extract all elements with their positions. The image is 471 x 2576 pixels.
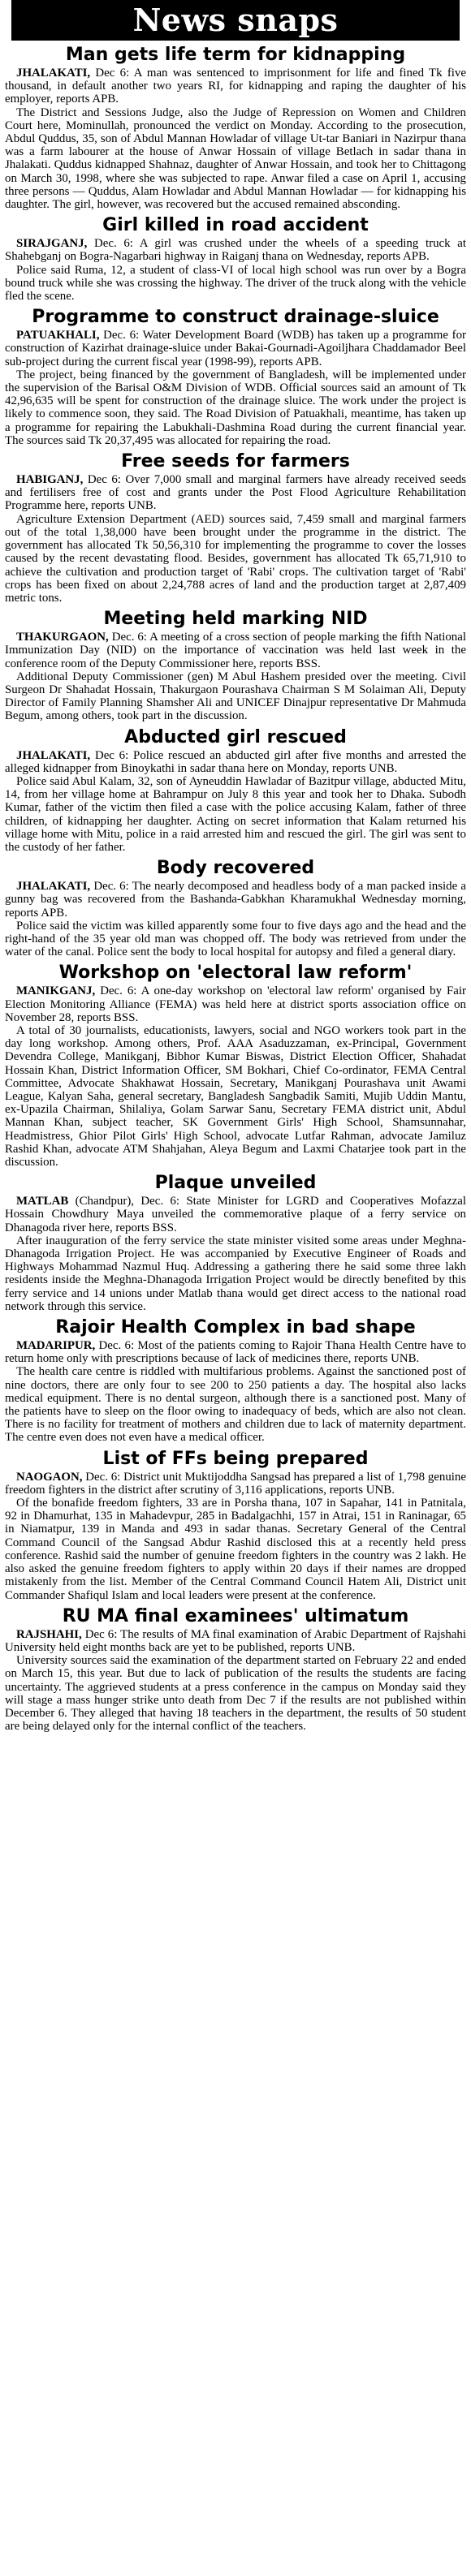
story-body-text: Dec 6: A man was sentenced to imprisonment for life and fined Tk five thousand, in default another two years RI, for kidnapping and raping the daughter of his employer, reports APB. (5, 67, 466, 106)
story-dateline: SIRAJGANJ, (16, 237, 88, 251)
story-paragraph (5, 1024, 466, 1169)
story-dateline: RAJSHAHI, (16, 1627, 82, 1641)
story-body-text: Additional Deputy Commissioner (gen) M Abul Hashem presided over the meeting. Civil Surgeon Dr Shahadat Hossain, Thakurgaon Pourashava Chairman S M Solaiman Ali, Deputy Director of Family Planning Shamsher Ali and UNICEF Dinajpur representative Dr Mahmuda Begum, among others, took part in the discussion. (5, 670, 466, 723)
story-headline: RU MA final examinees' ultimatum (62, 1605, 409, 1626)
story-paragraph (5, 749, 466, 775)
story-paragraph (5, 1365, 466, 1444)
story-paragraph (5, 984, 466, 1024)
news-story (5, 451, 466, 605)
story-headline: Rajoir Health Complex in bad shape (55, 1317, 416, 1338)
story-paragraph (5, 920, 466, 959)
story-body-text: The project, being financed by the government of Bangladesh, will be implemented under the supervision of the Barisal O&M Division of WDB. Official sources said an amount of Tk 42,96,635 will be spent for construction of the drainage sluice. The work under the project is likely to commence soon, they said. The Road Division of Patuakhali, meantime, has taken up a programme for repairing the Labukhali-Dashmina Road during the current financial year. The sources said Tk 20,37,495 was allocated for repairing the road. (5, 368, 466, 447)
story-body-text: Police said Abul Kalam, 32, son of Ayneuddin Hawladar of Bazitpur village, abducted Mitu, 14, from her village home at Bahrampur on July 8 this year and took her to Dhaka. Subodh Kumar, father of the victim then filed a case with the police accusing Kalam, father of three children, of kidnapping her daughter. Acting on secret information that Kalam returned his village home with Mitu, police in a raid arrested him and rescued the girl. The girl was sent to the custody of her father. (5, 774, 466, 854)
story-paragraph (5, 1471, 466, 1497)
story-headline: Meeting held marking NID (103, 609, 368, 630)
story-body-text: Police said Ruma, 12, a student of class-VI of local high school was run over by a Bogra bound truck while she was crossing the highway. The driver of the truck along with the vehicle fled the scene. (5, 263, 466, 304)
story-dateline: JHALAKATI, (16, 880, 91, 894)
story-dateline: HABIGANJ, (16, 473, 84, 487)
news-story (5, 1173, 466, 1313)
story-paragraph (5, 1628, 466, 1654)
story-dateline: THAKURGAON, (16, 631, 109, 644)
news-story (5, 727, 466, 855)
story-body-text: Of the bonafide freedom fighters, 33 are in Porsha thana, 107 in Sapahar, 141 in Patnitala, 92 in Dhamurhat, 135 in Mahadevpur, 285 in Badalgachhi, 157 in Atrai, 151 in Raninagar, 65 in Niamatpur, 139 in Manda and 493 in sadar thanas. Secretary General of the Central Command Council of the Sangsad Abdur Rashid disclosed this at a recently held press conference. Rashid said the number of genuine freedom fighters in the country was 2 lakh. He also asked the genuine freedom fighters to apply within 20 days if their names are dropped mistakenly from the list. Member of the Central Command Council Hatem Ali, District unit Commander Shafiqul Islam and local leaders were present at the conference. (5, 1497, 466, 1602)
news-story (5, 1606, 466, 1734)
story-paragraph (5, 1339, 466, 1365)
story-headline: Plaque unveiled (154, 1173, 317, 1194)
news-story (5, 858, 466, 958)
story-dateline: PATUAKHALI, (16, 329, 100, 342)
news-story (5, 215, 466, 303)
story-headline: Girl killed in road accident (102, 215, 369, 236)
story-body-text: Dec. 6: District unit Muktijoddha Sangsad has prepared a list of 1,798 genuine freedom fighters in the district after scrutiny of 3,116 applications, reports UNB. (5, 1470, 466, 1497)
story-body-text: University sources said the examination of the department started on February 22 and ended on March 15, this year. But due to lack of publication of the results the students are facing uncertainty. The aggrieved students at a press conference in the campus on Monday said they will stage a mass hunger strike unto death from Dec 7 if the results are not published within December 6. They alleged that having 18 teachers in the department, the results of 50 student are being delayed only for the internal conflict of the teachers. (5, 1654, 466, 1734)
story-body-text: Dec. 6: A girl was crushed under the wheels of a speeding truck at Shahebganj on Bogra-Nagarbari highway in Raiganj thana on Wednesday, reports APB. (5, 237, 467, 264)
news-story (5, 609, 466, 722)
story-body-text: A total of 30 journalists, educationists, lawyers, social and NGO workers took part in the day long workshop. Among others, Prof. AAA Asaduzzaman, ex-Principal, Government Devendra College, Manikganj, Bibhor Kumar Biswas, District Election Officer, Shahadat Hossain Khan, District Information Officer, SM Bokhari, Chief Co-ordinator, FEMA Central Committee, Advocate Shakhawat Hossain, Secretary, Manikganj Pourashava unit Awami League, Kalyan Saha, general secretary, Bangladesh Sangbadik Samiti, Mujib Uddin Mantu, ex-Upazila Chairman, Shilaliya, Golam Sarwar Sanu, Secretary FEMA district unit, Abdul Mannan Khan, subject teacher, SK Government Girls' High School, Shamsunnahar, Headmistress, Ghior Pilot Girls' High School, advocate Lutfar Rahman, advocate Jamiluz Rashid Khan, advocate ATM Shahjahan, Aleya Begum and Laxmi Chatarjee took part in the discussion. (5, 1023, 466, 1170)
news-story (5, 307, 466, 447)
story-paragraph (5, 264, 466, 304)
story-body-text: The health care centre is riddled with multifarious problems. Against the sanctioned post of nine doctors, there are only four to see 200 to 250 patients a day. The hospital also lacks medical equipment. There is no dental surgeon, although there is a sanctioned post. Many of the patients have to sleep on the floor owing to inadequacy of beds, which are also not clean. There is no facility for treatment of mothers and children due to lack of maternity department. The centre even does not even have a medical officer. (5, 1365, 466, 1445)
news-story (5, 45, 466, 211)
story-body-text: Dec 6: Police rescued an abducted girl after five months and arrested the alleged kidnapper from Binoykathi in sadar thana here on Monday, reports UNB. (5, 748, 466, 775)
story-body-text: Dec. 6: A meeting of a cross section of people marking the fifth National Immunization Day (NID) on the importance of vaccination was held last week in the conference room of the Deputy Commissioner here, reports BSS. (5, 631, 466, 670)
story-headline: Programme to construct drainage-sluice (32, 307, 439, 328)
story-paragraph (5, 775, 466, 854)
story-paragraph (5, 513, 466, 605)
story-body-text: Dec. 6: The nearly decomposed and headless body of a man packed inside a gunny bag was recovered from the Bashanda-Gabkhan Kharamukhal Wednesday morning, reports APB. (5, 880, 466, 920)
story-dateline: JHALAKATI, (16, 67, 91, 80)
story-paragraph (5, 670, 466, 723)
story-paragraph (5, 1654, 466, 1733)
story-body-text: Dec 6: Over 7,000 small and marginal farmers have already received seeds and fertilisers free of cost and grants under the Post Flood Agriculture Rehabilitation Programme here, reports UNB. (5, 473, 466, 513)
story-paragraph (5, 329, 466, 368)
story-headline: Man gets life term for kidnapping (65, 45, 406, 65)
story-dateline: MADARIPUR, (16, 1339, 96, 1353)
story-headline: List of FFs being prepared (102, 1448, 369, 1469)
story-body-text: After inauguration of the ferry service the state minister visited some areas under Meghna-Dhanagoda Irrigation Project. He was accompanied by Executive Engineer of Roads and Highways Mohammad Nazmul Huq. Addressing a gathering there he said some three lakh residents inside the Meghna-Dhanagoda Irrigation Project would be directly benefited by this ferry service and 14 unions under Matlab thana would get direct access to the national road network through this service. (5, 1234, 466, 1313)
story-headline: Abducted girl rescued (124, 726, 347, 747)
story-paragraph (5, 631, 466, 670)
story-paragraph (5, 880, 466, 920)
story-headline: Workshop on 'electoral law reform' (58, 963, 413, 984)
story-body-text: Dec 6: The results of MA final examination of Arabic Department of Rajshahi University held eight months back are yet to be published, reports UNB. (5, 1627, 466, 1654)
story-dateline: NAOGAON, (16, 1470, 83, 1484)
story-paragraph (5, 106, 466, 212)
masthead-banner (11, 0, 460, 41)
story-paragraph (5, 368, 466, 447)
stories-column (5, 45, 466, 1733)
news-story (5, 1449, 466, 1602)
story-paragraph (5, 1195, 466, 1234)
story-paragraph (5, 1497, 466, 1602)
story-body-text: Police said the victim was killed apparently some four to five days ago and the head and the right-hand of the 35 year old man was chopped off. The body was retrieved from under the water of the canal. Police sent the body to local hospital for autopsy and filed a general diary. (5, 919, 466, 959)
news-story (5, 1317, 466, 1445)
story-body-text: The District and Sessions Judge, also the Judge of Repression on Women and Children Court here, Mominullah, pronounced the verdict on Monday. According to the prosecution, Abdul Quddus, 35, son of Abdul Mannan Howladar of village Ut-tar Baniari in Nazirpur thana was a farm labourer at the house of Anwar Hossain of village Betlach in sadar thana in Jhalakati. Quddus kidnapped Shahnaz, daughter of Anwar Hossain, and took her to Chittagong on March 30, 1998, where she was subjected to rape. Anwar filed a case on April 1, accusing three persons — Quddus, Alam Howladar and Abdul Mannan Howladar — for kidnapping his daughter. The girl, however, was recovered but the accused remained absconding. (5, 106, 466, 212)
story-paragraph (5, 67, 466, 106)
story-body-text: Dec. 6: A one-day workshop on 'electoral law reform' organised by Fair Election Monitoring Alliance (FEMA) was held here at district sports association office on November 28, reports BSS. (5, 984, 466, 1024)
story-paragraph (5, 237, 466, 263)
story-headline: Body recovered (156, 858, 315, 879)
story-body-text: (Chandpur), Dec. 6: State Minister for LGRD and Cooperatives Mofazzal Hossain Chowdhury Maya unveiled the commemorative plaque of a ferry service on Dhanagoda river here, reports BSS. (5, 1195, 466, 1234)
news-story (5, 963, 466, 1169)
story-paragraph (5, 473, 466, 513)
story-body-text: Agriculture Extension Department (AED) sources said, 7,459 small and marginal farmers out of the total 1,38,000 have been brought under the programme in the district. The government has allocated Tk 50,56,310 for implementing the programme to cover the losses caused by the recent devastating flood. Besides, government has allocated Tk 65,71,910 to achieve the cultivation and production target of 'Rabi' crops. The cultivation target of 'Rabi' crops has been fixed on about 2,24,788 acres of land and the production target at 2,87,409 metric tons. (5, 512, 466, 605)
story-dateline: MANIKGANJ, (16, 984, 96, 998)
story-headline: Free seeds for farmers (121, 451, 350, 472)
story-paragraph (5, 1234, 466, 1313)
story-dateline: JHALAKATI, (16, 748, 91, 762)
story-dateline: MATLAB (16, 1195, 69, 1208)
story-body-text: Dec. 6: Most of the patients coming to Rajoir Thana Health Centre have to return home only with prescriptions because of lack of medicines there, reports UNB. (5, 1339, 466, 1366)
masthead-title: News snaps (132, 2, 339, 38)
story-body-text: Dec. 6: Water Development Board (WDB) has taken up a programme for construction of Kazirhat drainage-sluice under Bakai-Gournadi-Agoiljhara Chaddamador Beel sub-project during the current fiscal year (1998-99), reports APB. (5, 329, 466, 368)
